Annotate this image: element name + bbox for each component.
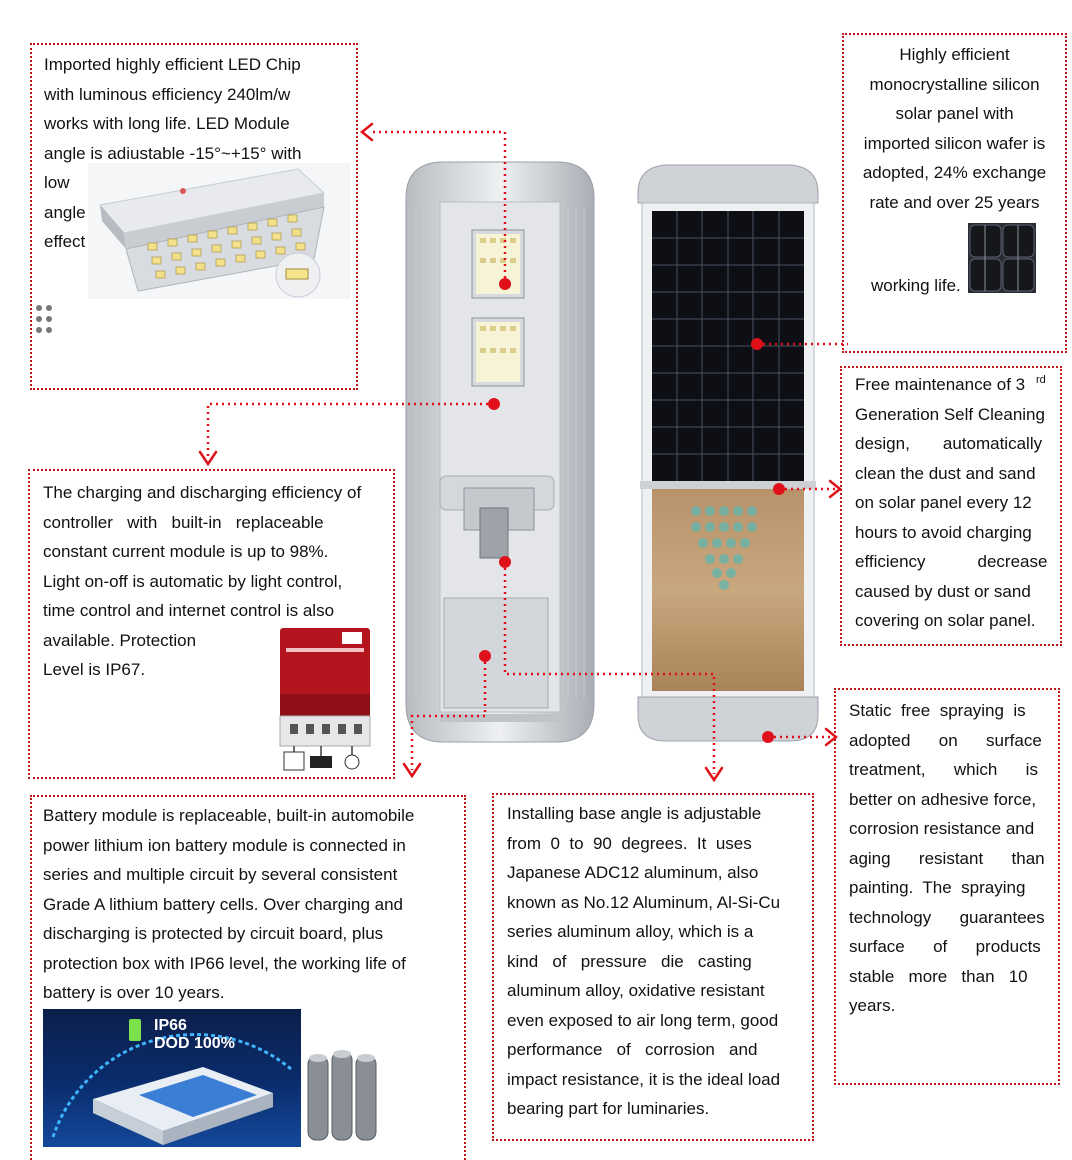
self-cleaning-text-line: clean the dust and sand xyxy=(855,463,1036,483)
battery-text-line: Grade A lithium battery cells. Over charging and xyxy=(43,894,404,914)
led-chip-text-line: Imported highly efficient LED Chip xyxy=(44,55,301,74)
base-text-line: Japanese ADC12 aluminum, also xyxy=(507,863,759,882)
battery-badge-ip66: IP66 xyxy=(154,1017,187,1034)
spraying-marker xyxy=(762,731,774,743)
controller-text-line: time control and internet control is also xyxy=(43,601,335,620)
spraying-text-line: adopted on surface xyxy=(849,730,1042,750)
spraying-text-line: technology guarantees xyxy=(849,907,1045,927)
led-chip-marker xyxy=(499,278,511,290)
led-module-marker xyxy=(488,398,500,410)
self-cleaning-text-line: Free maintenance of 3 xyxy=(855,375,1026,394)
spraying-text-line: treatment, which is xyxy=(849,760,1038,779)
spraying-text-line: Static free spraying is xyxy=(849,701,1026,720)
spraying-text-line: years. xyxy=(849,996,896,1015)
battery-text-line: power lithium ion battery module is connected in xyxy=(43,835,406,855)
base-text-line: known as No.12 Aluminum, Al-Si-Cu xyxy=(507,892,781,912)
spraying-text-line: stable more than 10 xyxy=(849,966,1028,986)
cleaning-marker xyxy=(773,483,785,495)
base-text-line: series aluminum alloy, which is a xyxy=(507,922,754,941)
base-text-line: even exposed to air long term, good xyxy=(507,1010,779,1030)
self-cleaning-text-line: covering on solar panel. xyxy=(855,611,1036,630)
spraying-text-line: aging resistant than xyxy=(849,848,1045,868)
self-cleaning-text-line: on solar panel every 12 xyxy=(855,493,1032,512)
led-chip-text-line: works with long life. LED Module xyxy=(44,114,290,133)
led-chip-text-line: effect xyxy=(44,232,86,251)
led-chip-text-line: low xyxy=(44,173,70,192)
base-text-line: from 0 to 90 degrees. It uses xyxy=(507,833,752,853)
self-cleaning-text-line: Generation Self Cleaning xyxy=(855,404,1045,424)
spraying-text-line: surface of products xyxy=(849,937,1041,956)
battery-text-line: protection box with IP66 level, the working life of xyxy=(43,953,406,973)
led-chip-text-line: angle is adiustable -15°~+15° with xyxy=(44,143,302,163)
self-cleaning-superscript: rd xyxy=(1036,374,1046,386)
spraying-text-line: corrosion resistance and xyxy=(849,819,1035,838)
base-text-line: kind of pressure die casting xyxy=(507,951,752,971)
controller-text-line: available. Protection xyxy=(43,630,197,650)
battery-marker xyxy=(479,650,491,662)
base-marker xyxy=(499,556,511,568)
battery-text-line: Battery module is replaceable, built-in automobile xyxy=(43,806,415,825)
led-chip-text-line: angle xyxy=(44,202,86,222)
controller-text-line: constant current module is up to 98%. xyxy=(43,542,329,561)
solar-panel-text-line: imported silicon wafer is xyxy=(863,133,1046,153)
spraying-text-line: better on adhesive force, xyxy=(849,789,1037,809)
controller-text-line: The charging and discharging efficiency of xyxy=(43,483,362,502)
base-text-line: bearing part for luminaries. xyxy=(507,1099,710,1118)
spraying-text-line: painting. The spraying xyxy=(849,878,1026,897)
solar-panel-marker xyxy=(751,338,763,350)
controller-text-line: Light on-off is automatic by light control, xyxy=(43,571,343,591)
solar-panel-text-line: Highly efficient xyxy=(899,45,1010,64)
self-cleaning-text-line: design, automatically xyxy=(855,434,1043,453)
battery-text-line: discharging is protected by circuit board, plus xyxy=(43,924,384,943)
led-chip-text-line: with luminous efficiency 240lm/w xyxy=(44,84,291,104)
battery-text-line: battery is over 10 years. xyxy=(43,983,225,1002)
self-cleaning-text-line: hours to avoid charging xyxy=(855,522,1032,542)
battery-badge-dod: DOD 100% xyxy=(154,1035,235,1052)
solar-panel-text-line: adopted, 24% exchange xyxy=(862,163,1047,182)
base-text-line: aluminum alloy, oxidative resistant xyxy=(507,981,765,1000)
solar-panel-last-line: working life. xyxy=(871,276,961,295)
solar-panel-text-line: rate and over 25 years xyxy=(869,192,1040,212)
self-cleaning-text-line: efficiency decrease xyxy=(855,552,1048,571)
solar-panel-text-line: solar panel with xyxy=(895,104,1014,123)
controller-text-line: controller with built-in replaceable xyxy=(43,512,324,532)
base-text-line: performance of corrosion and xyxy=(507,1040,758,1059)
base-text-line: impact resistance, it is the ideal load xyxy=(507,1069,781,1089)
controller-text-line: Level is IP67. xyxy=(43,660,146,679)
solar-panel-text-line: monocrystalline silicon xyxy=(869,74,1040,94)
base-text-line: Installing base angle is adjustable xyxy=(507,804,762,823)
battery-text-line: series and multiple circuit by several consistent xyxy=(43,865,398,884)
self-cleaning-text-line: caused by dust or sand xyxy=(855,581,1031,601)
